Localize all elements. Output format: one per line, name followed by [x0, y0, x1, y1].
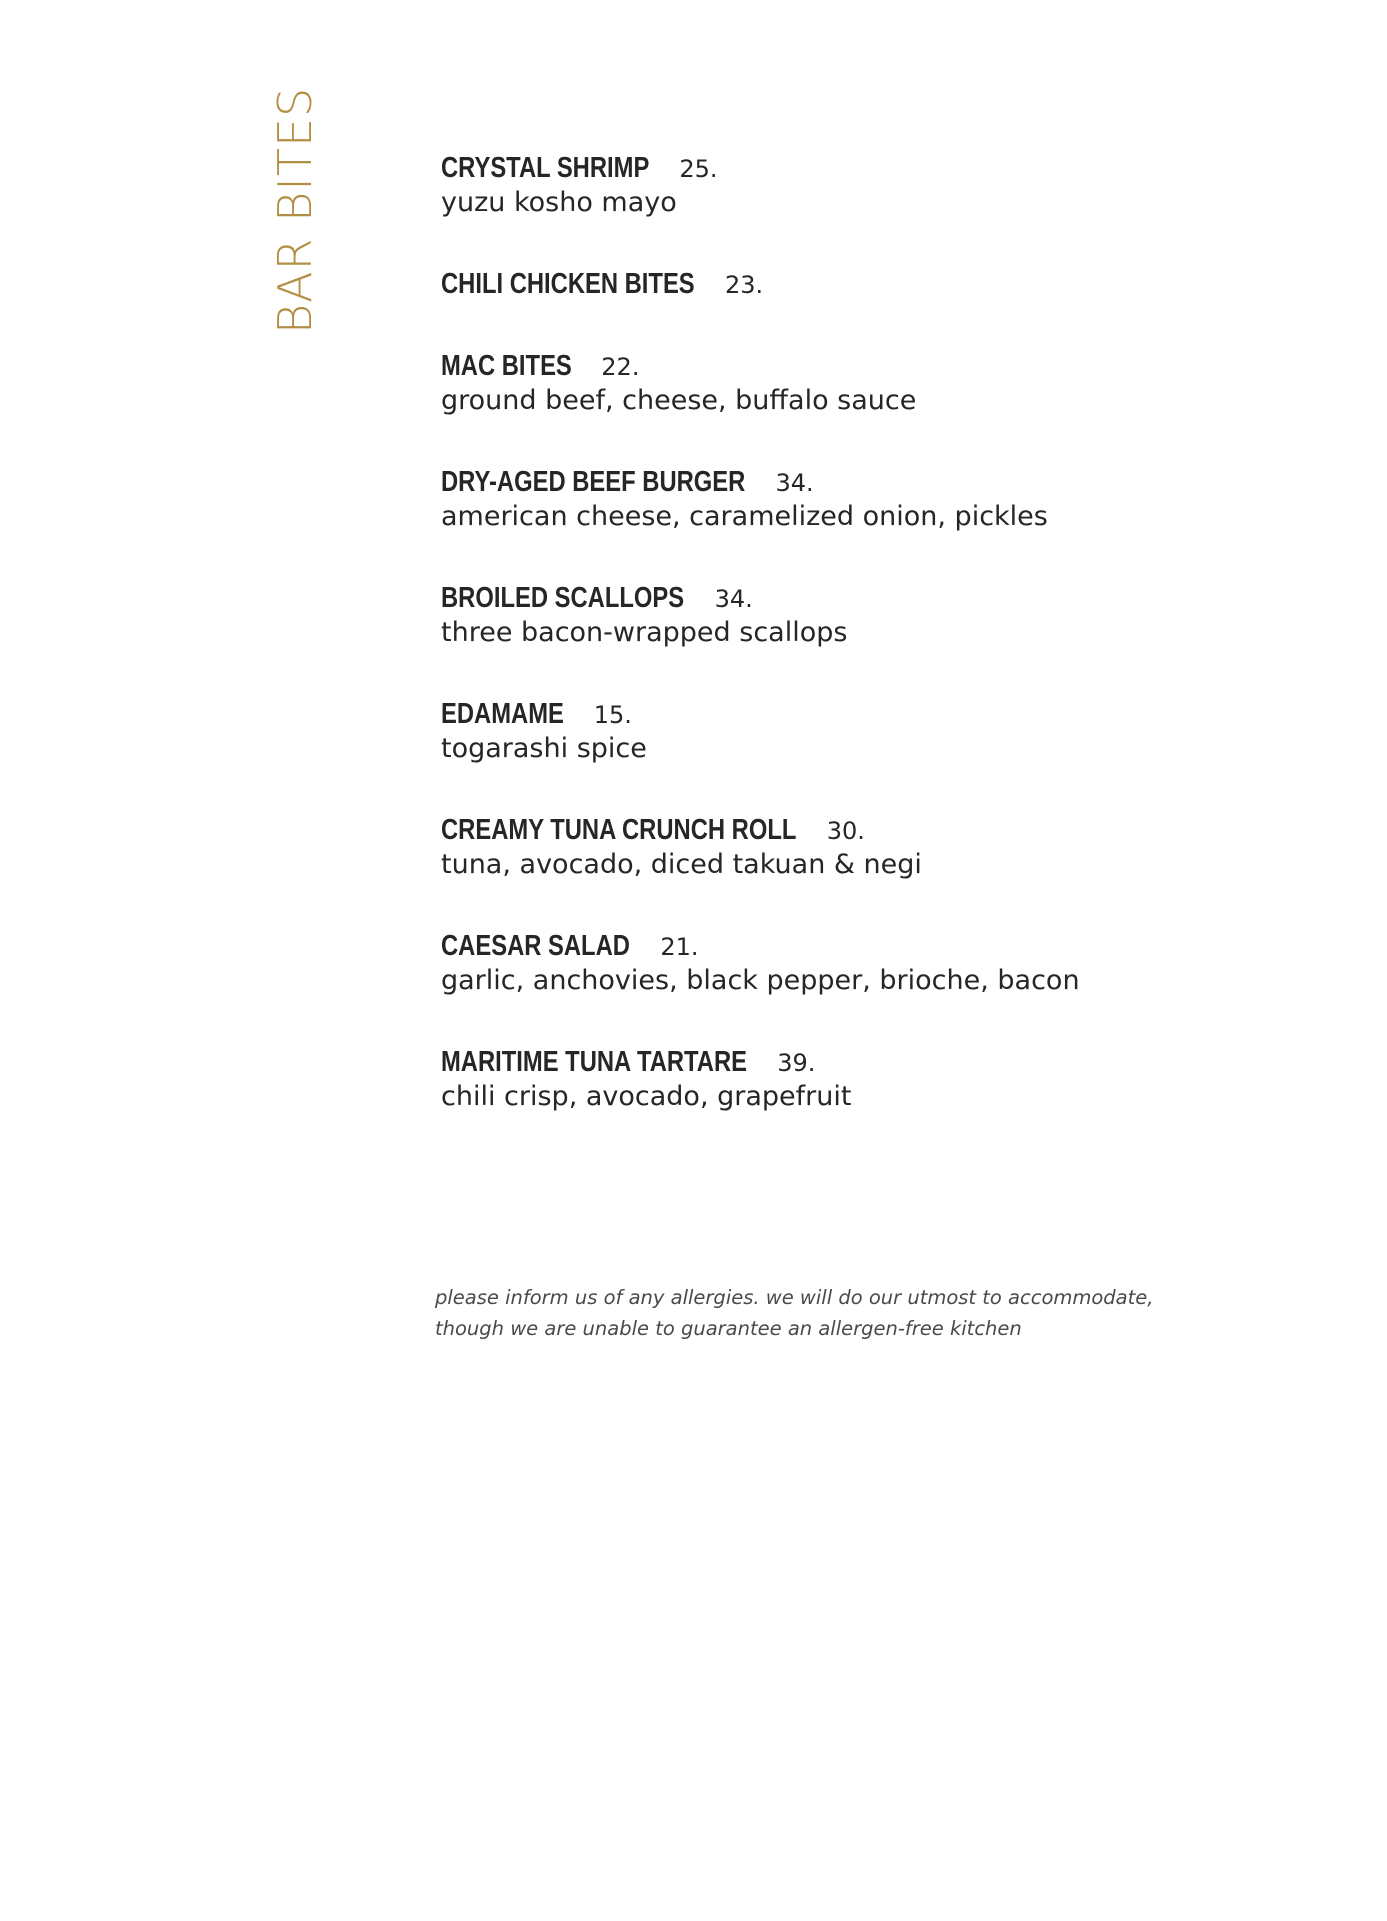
- item-description: ground beef, cheese, buffalo sauce: [441, 385, 917, 416]
- item-name: CAESAR SALAD: [441, 930, 630, 962]
- item-price: 34.: [714, 585, 753, 613]
- item-description: chili crisp, avocado, grapefruit: [441, 1081, 852, 1112]
- item-name: CREAMY TUNA CRUNCH ROLL: [441, 814, 797, 846]
- item-price: 34.: [775, 469, 814, 497]
- item-name: EDAMAME: [441, 698, 564, 730]
- menu-item: [441, 930, 1241, 996]
- item-description: tuna, avocado, diced takuan & negi: [441, 849, 922, 880]
- menu-item: [441, 466, 1241, 532]
- item-price: 39.: [777, 1049, 816, 1077]
- menu-item: [441, 814, 1241, 880]
- item-name: BROILED SCALLOPS: [441, 582, 685, 614]
- item-price: 30.: [826, 817, 865, 845]
- item-price: 25.: [679, 155, 718, 183]
- allergy-note-line-1: please inform us of any allergies. we will do our utmost to accommodate,: [435, 1286, 1154, 1309]
- item-description: three bacon-wrapped scallops: [441, 617, 848, 648]
- item-description: garlic, anchovies, black pepper, brioche, bacon: [441, 965, 1080, 996]
- item-name: DRY-AGED BEEF BURGER: [441, 466, 746, 498]
- menu-item: [441, 582, 1241, 648]
- item-price: 22.: [601, 353, 640, 381]
- item-price: 15.: [593, 701, 632, 729]
- menu-item: [441, 268, 1241, 301]
- menu-item: [441, 350, 1241, 416]
- allergy-note: [435, 1282, 1195, 1344]
- item-name: CRYSTAL SHRIMP: [441, 152, 650, 184]
- menu-item: [441, 1046, 1241, 1112]
- allergy-note-line-2: though we are unable to guarantee an allergen-free kitchen: [435, 1317, 1022, 1340]
- item-name: MAC BITES: [441, 350, 572, 382]
- section-title: BAR BITES: [268, 86, 322, 334]
- item-description: american cheese, caramelized onion, pickles: [441, 501, 1048, 532]
- item-name: MARITIME TUNA TARTARE: [441, 1046, 748, 1078]
- menu-item: [441, 698, 1241, 764]
- menu-item: [441, 152, 1241, 218]
- item-price: 23.: [725, 271, 764, 299]
- item-price: 21.: [660, 933, 699, 961]
- item-description: yuzu kosho mayo: [441, 187, 677, 218]
- item-name: CHILI CHICKEN BITES: [441, 268, 695, 300]
- item-description: togarashi spice: [441, 733, 647, 764]
